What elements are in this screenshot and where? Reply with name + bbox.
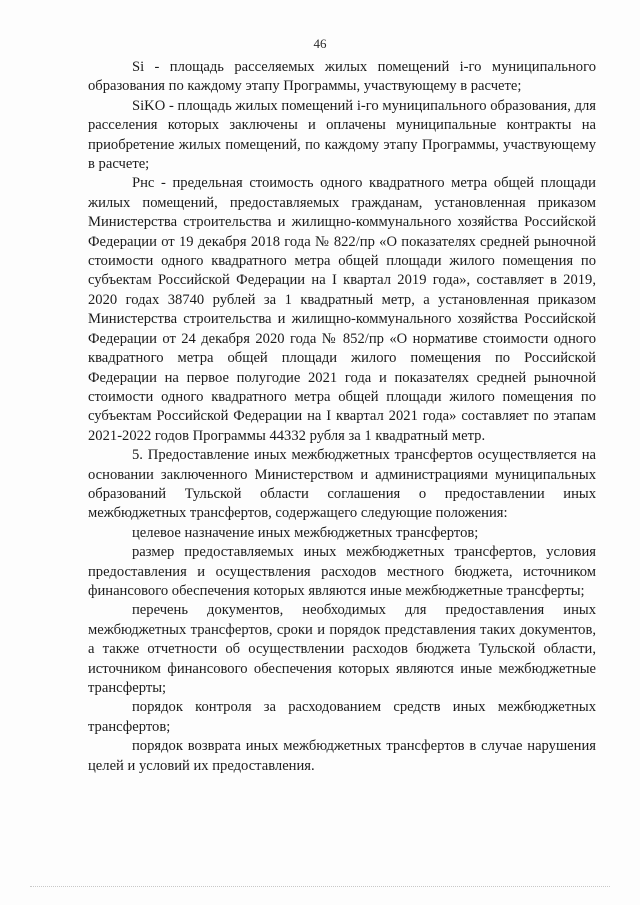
paragraph-section-5: 5. Предоставление иных межбюджетных трансфертов осуществляется на основании заключенного Министерством и администрациями муниципальных образований Тульской области соглашения о предоставлении иных межбюджетных трансфертов, содержащего следующие положения: — [88, 447, 596, 522]
paragraph-siko-definition: SiKO - площадь жилых помещений i-го муниципального образования, для расселения которых заключены и оплачены муниципальные контракты на приобретение жилых помещений, по каждому этапу Программы, участвующему в расчете; — [88, 97, 596, 173]
page-number: 46 — [313, 36, 327, 51]
paragraph-si-definition: Si - площадь расселяемых жилых помещений i-го муниципального образования по каждому этапу Программы, участвующему в расчете; — [88, 59, 596, 95]
paragraph-provision-purpose: целевое назначение иных межбюджетных трансфертов; — [132, 524, 479, 541]
paragraph-pns-definition: Pнс - предельная стоимость одного квадратного метра общей площади жилых помещений, предоставляемых гражданам, установленная приказом Министерства строительства и жилищно-коммунального хозяйства Российской Федерации от 19 декабря 2018 года № 822/пр «О показателях средней рыночной стоимости одного квадратного метра общей площади жилого помещения по субъектам Российской Федерации на I квартал 2019 года», составляет в 2019, 2020 годах 38740 рублей за 1 квадратный метр, а установленная приказом Министерства строительства и жилищно-коммунального хозяйства Российской Федерации от 24 декабря 2020 года № 852/пр «О нормативе стоимости одного квадратного метра общей площади жилого помещения по Российской Федерации на первое полугодие 2021 года и показателях средней рыночной стоимости одного квадратного метра общей площади жилого помещения по субъектам Российской Федерации на I квартал 2021 года» составляет по этапам 2021-2022 годов Программы 44332 рубля за 1 квадратный метр. — [88, 175, 596, 444]
paragraph-provision-control: порядок контроля за расходованием средств иных межбюджетных трансфертов; — [88, 699, 596, 735]
scan-edge-artifact — [30, 886, 610, 887]
paragraph-provision-amount: размер предоставляемых иных межбюджетных трансфертов, условия предоставления и осуществления расходов местного бюджета, источником финансового обеспечения которых являются иные межбюджетные трансферты; — [88, 544, 596, 599]
paragraph-provision-documents: перечень документов, необходимых для предоставления иных межбюджетных трансфертов, сроки и порядок представления таких документов, а также отчетности об осуществлении расходов бюджета Тульской области, источником финансового обеспечения которых являются иные межбюджетные трансферты; — [88, 602, 596, 696]
paragraph-provision-return: порядок возврата иных межбюджетных трансфертов в случае нарушения целей и условий их предоставления. — [88, 738, 596, 774]
document-body — [88, 58, 596, 776]
